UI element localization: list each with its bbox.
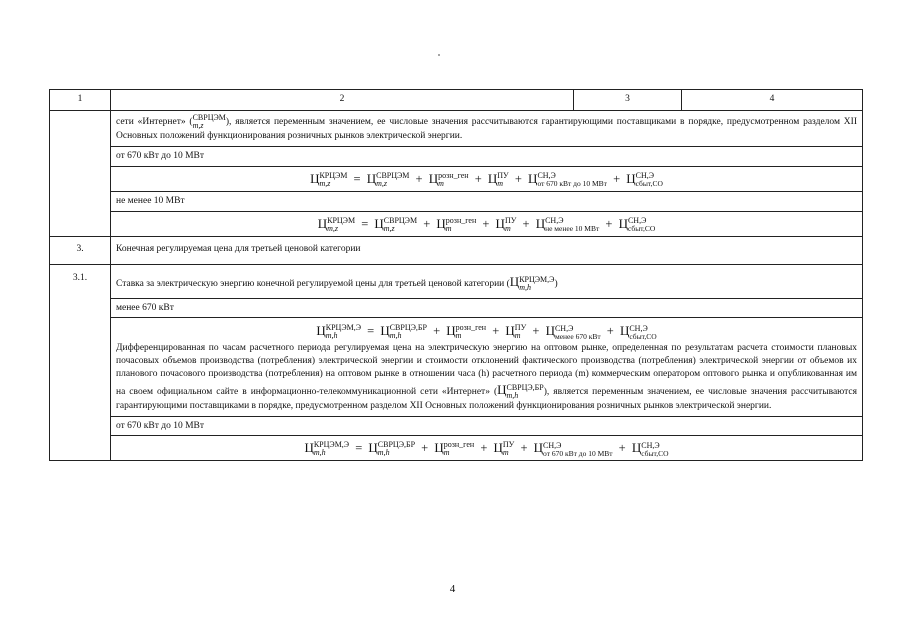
power-range-label: от 670 кВт до 10 МВт [111,146,863,166]
power-range-label: не менее 10 МВт [111,191,863,211]
table-row [50,298,863,318]
power-range-label: от 670 кВт до 10 МВт [111,416,863,436]
table-row [50,166,863,191]
subsection-title: Ставка за электрическую энергию конечной регулируемой цены для третьей ценовой категории (Ц КРЦЭМ,Э m,h ) [111,264,863,298]
row-number-cell [50,111,111,237]
table-row [50,111,863,147]
table-row [50,436,863,461]
table-row [50,191,863,211]
price-symbol: СВРЦЭМ m,z [192,113,226,130]
continuation-text: сети «Интернет» ( СВРЦЭМ m,z ), является переменным значением, ее числовые значения рассчитываются гарантирующими поставщиками в порядке, предусмотренном разделом XII Основных положений функционирования розничных рынков электрической энергии. [111,111,863,147]
table-row [50,211,863,236]
table-row [50,146,863,166]
row-number: 3.1. [50,264,111,461]
scan-dot [438,54,440,56]
formula-d: Ц КРЦЭМ,Э m,h = Ц СВРЦЭ,БР m,h + Ц розн_ген m + Ц ПУ m + Ц СН,Э менее 670 кВт + Ц СН,Э сбыт,СО [316,323,657,341]
header-col-2: 2 [111,90,574,111]
table-row [50,318,863,416]
formula-b: Ц КРЦЭМ m,z = Ц СВРЦЭМ m,z + Ц розн_ген m + Ц ПУ m + Ц СН,Э от 670 кВт до 10 МВт + Ц СН,Э сбыт,СО [111,166,863,191]
formula-e: Ц КРЦЭМ,Э m,h = Ц СВРЦЭ,БР m,h + Ц розн_ген m + Ц ПУ m + Ц СН,Э от 670 кВт до 10 МВт + Ц СН,Э сбыт,СО [111,436,863,461]
power-range-label: менее 670 кВт [111,298,863,318]
formula-c: Ц КРЦЭМ m,z = Ц СВРЦЭМ m,z + Ц розн_ген m + Ц ПУ m + Ц СН,Э не менее 10 МВт + Ц СН,Э сбыт,СО [111,211,863,236]
section-title: Конечная регулируемая цена для третьей ценовой категории [111,236,863,264]
header-col-3: 3 [574,90,682,111]
header-col-1: 1 [50,90,111,111]
tariff-table [49,89,863,461]
table-row [50,236,863,264]
definition-paragraph: Дифференцированная по часам расчетного периода регулируемая цена на электрическую энергию на оптовом рынке, определенная по результатам расчета стоимости плановых почасовых объемов производства (потребления) электрической энергии и стоимости отклонений фактического производства (потребления) электрической энергии от объемов их планового почасового производства (потребления) на оптовом рынке в отношении часа (h) расчетного периода (m) коммерческим оператором оптового рынка и опубликованная им на своем официальном сайте в информационно-телекоммуникационной сети «Интернет» (Ц СВРЦЭ,БР m,h ), является переменным значением, ее числовые значения рассчитываются гарантирующими поставщиками в порядке, предусмотренном разделом XII Основных положений функционирования розничных рынков электрической энергии. [116,343,857,411]
row-number: 3. [50,236,111,264]
price-symbol: СВРЦЭ,БР m,h [506,382,544,400]
page-number: 4 [449,583,456,595]
header-col-4: 4 [682,90,863,111]
header-row [50,90,863,111]
table-row [50,264,863,298]
formula-with-definition [111,318,863,416]
price-symbol: КРЦЭМ,Э m,h [519,274,555,292]
table-row [50,416,863,436]
